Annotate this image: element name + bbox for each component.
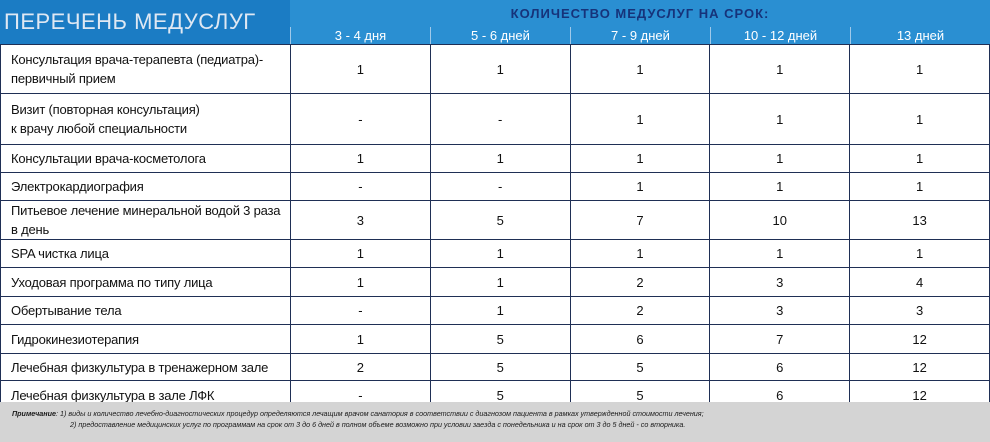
service-count: - — [291, 173, 431, 201]
service-count: 2 — [570, 268, 710, 297]
service-count: 3 — [710, 268, 850, 297]
service-count: 10 — [710, 201, 850, 240]
service-count: 5 — [430, 325, 570, 354]
service-count: 1 — [570, 173, 710, 201]
service-count: 1 — [430, 268, 570, 297]
service-count: 12 — [850, 325, 990, 354]
service-count: 4 — [850, 268, 990, 297]
service-name: Обертывание тела — [1, 297, 291, 325]
service-count: 1 — [430, 297, 570, 325]
service-count: 1 — [291, 45, 431, 94]
service-count: 1 — [710, 240, 850, 268]
service-count: 1 — [570, 94, 710, 145]
service-count: 2 — [570, 297, 710, 325]
service-count: 1 — [291, 325, 431, 354]
service-count: 7 — [710, 325, 850, 354]
notes — [0, 402, 990, 442]
duration-header: 10 - 12 дней — [710, 27, 850, 44]
service-name: Консультации врача-косметолога — [1, 145, 291, 173]
columns-title: КОЛИЧЕСТВО МЕДУСЛУГ НА СРОК: — [510, 6, 770, 21]
table-header — [0, 0, 990, 44]
table-row — [1, 354, 990, 381]
duration-header: 7 - 9 дней — [570, 27, 710, 44]
service-count: - — [291, 297, 431, 325]
service-name: Лечебная физкультура в зале ЛФК — [1, 381, 291, 410]
service-count: 12 — [850, 354, 990, 381]
table-row — [1, 94, 990, 145]
notes-label: Примечание — [12, 409, 57, 418]
duration-header: 5 - 6 дней — [430, 27, 570, 44]
note-line-1: Примечание: 1) виды и количество лечебно-диагностических процедур определяются лечащим врачом санатория в соответствии с диагнозом пациента в рамках утвержденной стоимости лечения; — [12, 409, 704, 418]
page-title: ПЕРЕЧЕНЬ МЕДУСЛУГ — [0, 0, 290, 44]
service-count: 1 — [570, 45, 710, 94]
service-name: Гидрокинезиотерапия — [1, 325, 291, 354]
duration-header: 13 дней — [850, 27, 990, 44]
service-count: 1 — [710, 145, 850, 173]
service-count: 1 — [710, 94, 850, 145]
table-row — [1, 268, 990, 297]
service-name: Визит (повторная консультация) к врачу любой специальности — [1, 94, 291, 145]
note-line-2: 2) предоставление медицинских услуг по программам на срок от 3 до 6 дней в полном объеме возможно при условии заезда с понедельника и на срок от 3 до 5 дней - со вторника. — [70, 420, 686, 429]
service-count: 1 — [291, 145, 431, 173]
service-count: 13 — [850, 201, 990, 240]
service-count: 5 — [430, 354, 570, 381]
service-count: 1 — [291, 240, 431, 268]
service-count: - — [430, 94, 570, 145]
service-count: 1 — [850, 94, 990, 145]
service-count: 1 — [710, 173, 850, 201]
service-name: Консультация врача-терапевта (педиатра)- первичный прием — [1, 45, 291, 94]
service-count: 5 — [430, 201, 570, 240]
services-table — [0, 44, 990, 410]
service-count: 3 — [850, 297, 990, 325]
table-row — [1, 45, 990, 94]
service-count: - — [291, 94, 431, 145]
service-count: 6 — [570, 325, 710, 354]
table-row — [1, 201, 990, 240]
service-name: Электрокардиография — [1, 173, 291, 201]
service-count: 1 — [570, 145, 710, 173]
service-count: 3 — [710, 297, 850, 325]
service-count: 1 — [430, 240, 570, 268]
service-count: 1 — [570, 240, 710, 268]
table-row — [1, 145, 990, 173]
service-count: - — [430, 173, 570, 201]
service-count: 5 — [570, 381, 710, 410]
service-count: 1 — [850, 145, 990, 173]
service-count: - — [291, 381, 431, 410]
service-count: 6 — [710, 381, 850, 410]
service-name: Уходовая программа по типу лица — [1, 268, 291, 297]
service-count: 5 — [570, 354, 710, 381]
service-count: 1 — [850, 45, 990, 94]
service-count: 1 — [291, 268, 431, 297]
service-count: 5 — [430, 381, 570, 410]
table-row — [1, 173, 990, 201]
service-count: 12 — [850, 381, 990, 410]
service-name: Лечебная физкультура в тренажерном зале — [1, 354, 291, 381]
service-count: 3 — [291, 201, 431, 240]
service-count: 1 — [430, 45, 570, 94]
duration-headers — [290, 27, 990, 44]
service-count: 2 — [291, 354, 431, 381]
service-count: 6 — [710, 354, 850, 381]
service-count: 1 — [710, 45, 850, 94]
service-count: 1 — [850, 240, 990, 268]
service-name: Питьевое лечение минеральной водой 3 раза в день — [1, 201, 291, 240]
table-row — [1, 240, 990, 268]
service-count: 7 — [570, 201, 710, 240]
service-count: 1 — [850, 173, 990, 201]
service-count: 1 — [430, 145, 570, 173]
table-row — [1, 297, 990, 325]
duration-header: 3 - 4 дня — [290, 27, 430, 44]
table-row — [1, 325, 990, 354]
service-name: SPA чистка лица — [1, 240, 291, 268]
